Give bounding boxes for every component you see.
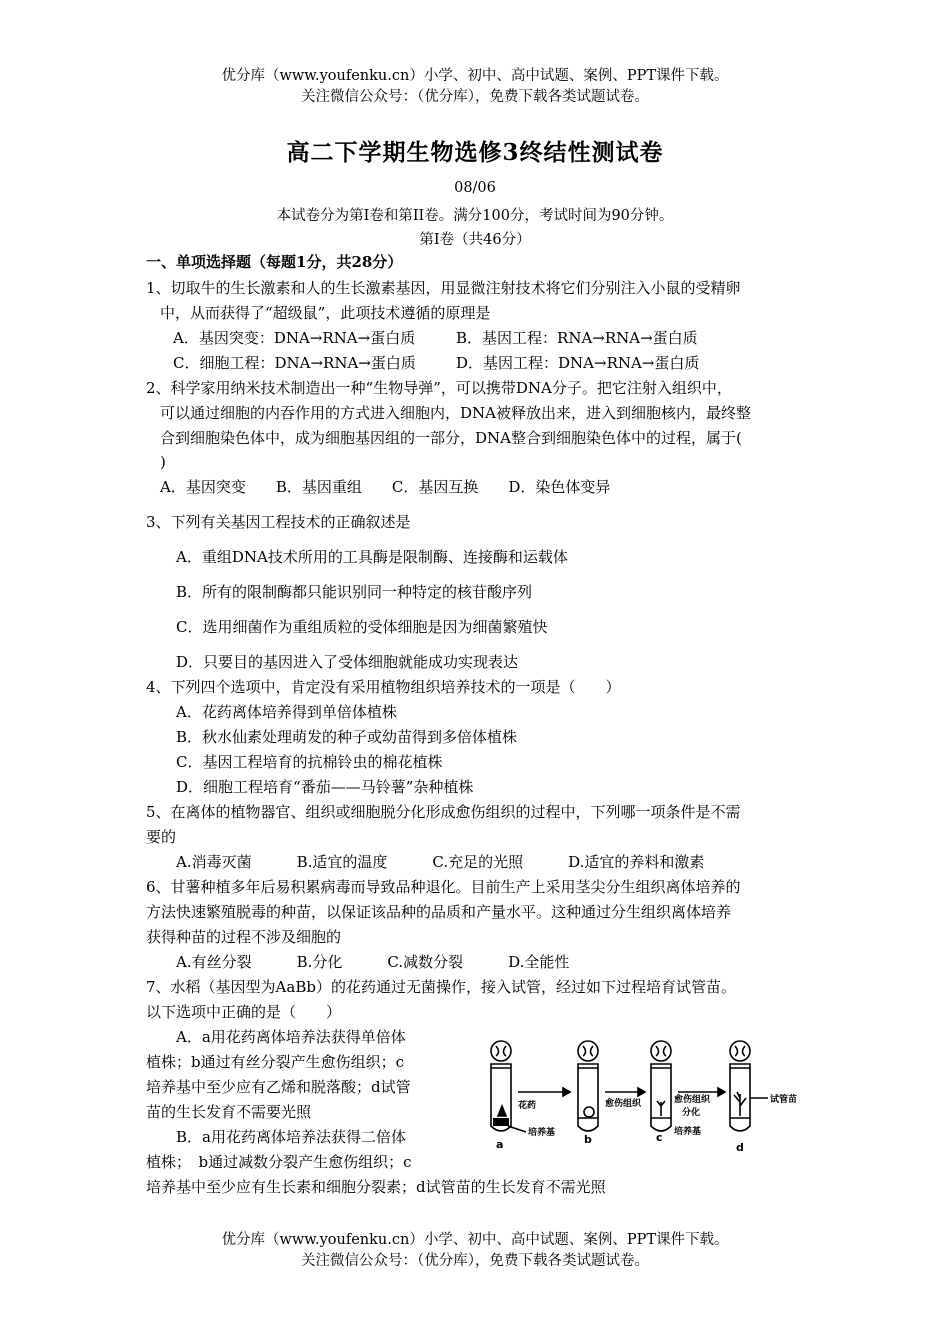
q1-option-a: A．基因突变：DNA→RNA→蛋白质	[173, 329, 416, 347]
q4-option-b: B．秋水仙素处理萌发的种子或幼苗得到多倍体植株	[176, 728, 518, 746]
q4-option-d: D．细胞工程培育“番茄——马铃薯”杂种植株	[176, 778, 474, 796]
site-header-line2: 关注微信公众号：（优分库），免费下载各类试题试卷。	[301, 89, 649, 105]
exam-intro: 本试卷分为第Ⅰ卷和第II卷。满分100分，考试时间为90分钟。	[276, 208, 674, 224]
label-medium-a: 培养基	[528, 1128, 556, 1138]
q3-option-a: A．重组DNA技术所用的工具酶是限制酶、连接酶和运载体	[176, 548, 568, 566]
q2-line2: 可以通过细胞的内吞作用的方式进入细胞内，DNA被释放出来，进入到细胞核内，最终整	[160, 404, 751, 422]
q4-stem: 4、下列四个选项中，肯定没有采用植物组织培养技术的一项是（ ）	[146, 678, 621, 696]
q3-option-d: D．只要目的基因进入了受体细胞就能成功实现表达	[176, 653, 519, 671]
tube-label-a: a	[496, 1138, 504, 1151]
tube-label-c: c	[656, 1131, 663, 1144]
q1-option-d: D．基因工程：DNA→RNA→蛋白质	[456, 354, 700, 372]
q6-options: A.有丝分裂 B.分化 C.减数分裂 D.全能性	[176, 953, 570, 971]
exam-title: 高二下学期生物选修3终结性测试卷	[286, 139, 664, 166]
tube-c	[651, 1041, 671, 1131]
tissue-culture-figure	[478, 1036, 808, 1156]
q7-line2: 以下选项中正确的是（ ）	[146, 1003, 342, 1021]
q7-option-a-line4: 苗的生长发育不需要光照	[146, 1103, 312, 1121]
q3-option-b: B．所有的限制酶都只能识别同一种特定的核苷酸序列	[176, 583, 533, 601]
label-fenhua: 分化	[682, 1108, 701, 1118]
q5-line2: 要的	[146, 828, 177, 846]
q2-line4: )	[160, 453, 166, 471]
q7-option-b-line2: 植株； b通过减数分裂产生愈伤组织；c	[146, 1153, 412, 1171]
volume-heading: 第Ⅰ卷（共46分）	[419, 232, 531, 248]
site-header-line1: 优分库（www.youfenku.cn）小学、初中、高中试题、案例、PPT课件下载。	[221, 68, 729, 84]
q4-option-a: A．花药离体培养得到单倍体植株	[176, 703, 397, 721]
q5-options: A.消毒灭菌 B.适宜的温度 C.充足的光照 D.适宜的养料和激素	[176, 853, 705, 871]
label-plantlet: 试管苗	[770, 1095, 798, 1105]
tube-label-b: b	[584, 1133, 592, 1146]
q6-line2: 方法快速繁殖脱毒的种苗，以保证该品种的品质和产量水平。这种通过分生组织离体培养	[146, 903, 732, 921]
section-heading: 一、单项选择题（每题1分，共28分）	[146, 253, 403, 271]
q7-option-a-line3: 培养基中至少应有乙烯和脱落酸；d试管	[146, 1078, 411, 1096]
q3-option-c: C．选用细菌作为重组质粒的受体细胞是因为细菌繁殖快	[176, 618, 548, 636]
q1-line1: 1、切取牛的生长激素和人的生长激素基因，用显微注射技术将它们分别注入小鼠的受精卵	[146, 279, 741, 297]
q7-option-b-line1: B．a用花药离体培养法获得二倍体	[176, 1128, 406, 1146]
label-callus-b: 愈伤组织	[605, 1099, 642, 1109]
q1-line2: 中，从而获得了“超级鼠”，此项技术遵循的原理是	[160, 304, 491, 322]
q2-line3: 合到细胞染色体中，成为细胞基因组的一部分，DNA整合到细胞染色体中的过程，属于(	[160, 429, 742, 447]
q2-line1: 2、科学家用纳米技术制造出一种“生物导弹”，可以携带DNA分子。把它注射入组织中，	[146, 379, 732, 397]
tube-a	[491, 1041, 511, 1131]
tube-b	[578, 1041, 598, 1131]
q7-line1: 7、水稻（基因型为AaBb）的花药通过无菌操作，接入试管，经过如下过程培育试管苗。	[146, 978, 736, 996]
q5-line1: 5、在离体的植物器官、组织或细胞脱分化形成愈伤组织的过程中，下列哪一项条件是不需	[146, 803, 741, 821]
site-footer-line1: 优分库（www.youfenku.cn）小学、初中、高中试题、案例、PPT课件下载。	[221, 1232, 729, 1248]
label-huayao: 花药	[518, 1101, 537, 1111]
q7-option-b-line3: 培养基中至少应有生长素和细胞分裂素；d试管苗的生长发育不需光照	[146, 1178, 606, 1196]
q1-option-c: C．细胞工程：DNA→RNA→蛋白质	[173, 354, 416, 372]
label-medium-c: 培养基	[674, 1127, 702, 1137]
q2-options: A．基因突变 B．基因重组 C．基因互换 D．染色体变异	[160, 478, 611, 496]
q7-option-a-line1: A．a用花药离体培养法获得单倍体	[176, 1028, 406, 1046]
q1-option-b: B．基因工程：RNA→RNA→蛋白质	[456, 329, 698, 347]
tube-label-d: d	[736, 1141, 744, 1154]
exam-date: 08/06	[454, 180, 496, 196]
tube-d	[730, 1041, 750, 1131]
q6-line1: 6、甘薯种植多年后易积累病毒而导致品种退化。目前生产上采用茎尖分生组织离体培养的	[146, 878, 741, 896]
q4-option-c: C．基因工程培育的抗棉铃虫的棉花植株	[176, 753, 443, 771]
site-footer-line2: 关注微信公众号：（优分库），免费下载各类试题试卷。	[301, 1253, 649, 1269]
label-callus-c: 愈伤组织	[674, 1095, 711, 1105]
q6-line3: 获得种苗的过程不涉及细胞的	[146, 928, 342, 946]
q3-stem: 3、下列有关基因工程技术的正确叙述是	[146, 513, 411, 531]
q7-option-a-line2: 植株；b通过有丝分裂产生愈伤组织；c	[146, 1053, 405, 1071]
